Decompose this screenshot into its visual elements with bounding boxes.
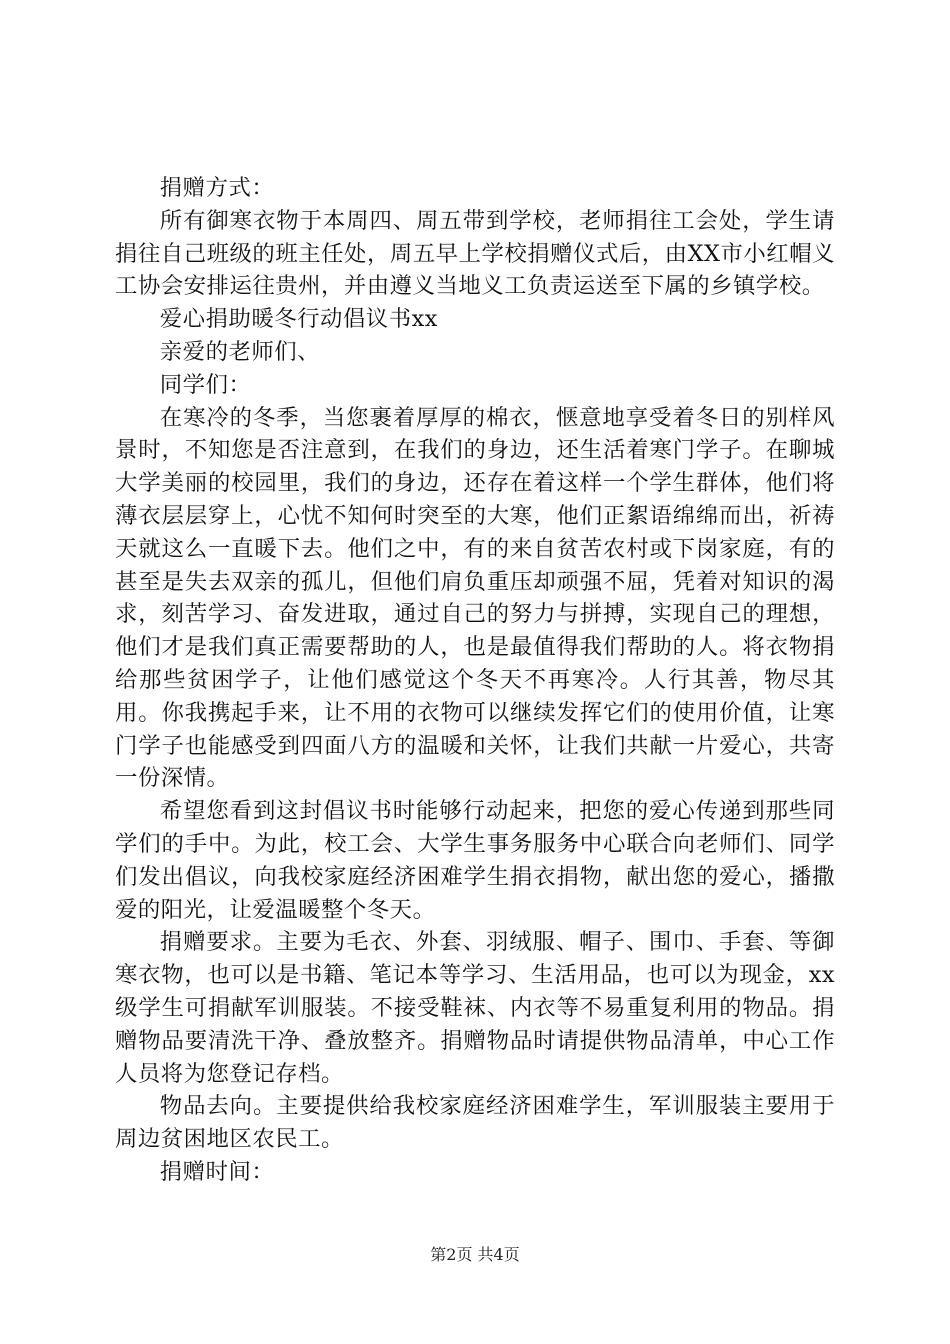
proposal-title: 爱心捐助暖冬行动倡议书xx xyxy=(159,306,438,333)
page-number-footer: 第2页 共4页 xyxy=(430,1245,520,1264)
salutation-students: 同学们： xyxy=(159,371,252,398)
paragraph-background: 在寒冷的冬季，当您裹着厚厚的棉衣，惬意地享受着冬日的别样风景时，不知您是否注意到，在我们的身边，还生活着寒门学子。在聊城大学美丽的校园里，我们的身边，还存在着这样一个学生群体，他们将薄衣层层穿上，心忧不知何时突至的大寒，他们正絮语绵绵而出，祈祷天就这么一直暖下去。他们之中，有的来自贫苦农村或下岗家庭，有的甚至是失去双亲的孤儿，但他们肩负重压却顽强不屈，凭着对知识的渴求，刻苦学习、奋发进取，通过自己的努力与拼搏，实现自己的理想，他们才是我们真正需要帮助的人，也是最值得我们帮助的人。将衣物捐给那些贫困学子，让他们感觉这个冬天不再寒冷。人行其善，物尽其用。你我携起手来，让不用的衣物可以继续发挥它们的使用价值，让寒门学子也能感受到四面八方的温暖和关怀，让我们共献一片爱心，共寄一份深情。 xyxy=(115,404,835,792)
paragraph-donation-method: 所有御寒衣物于本周四、周五带到学校，老师捐往工会处，学生请捐往自己班级的班主任处，周五早上学校捐赠仪式后，由XX市小红帽义工协会安排运往贵州，并由遵义当地义工负责运送至下属的乡镇学校。 xyxy=(115,207,835,300)
heading-donation-time: 捐赠时间： xyxy=(159,1158,275,1185)
heading-donation-method: 捐赠方式： xyxy=(159,175,275,201)
document-body xyxy=(115,172,835,1189)
salutation-teachers: 亲爱的老师们、 xyxy=(159,338,321,365)
paragraph-appeal: 希望您看到这封倡议书时能够行动起来，把您的爱心传递到那些同学们的手中。为此，校工会、大学生事务服务中心联合向老师们、同学们发出倡议，向我校家庭经济困难学生捐衣捐物，献出您的爱心，播撒爱的阳光，让爱温暖整个冬天。 xyxy=(115,798,835,923)
paragraph-requirements: 捐赠要求。主要为毛衣、外套、羽绒服、帽子、围巾、手套、等御寒衣物，也可以是书籍、笔记本等学习、生活用品，也可以为现金，xx级学生可捐献军训服装。不接受鞋袜、内衣等不易重复利用的物品。捐赠物品要清洗干净、叠放整齐。捐赠物品时请提供物品清单，中心工作人员将为您登记存档。 xyxy=(115,929,835,1087)
paragraph-destination: 物品去向。主要提供给我校家庭经济困难学生，军训服装主要用于周边贫困地区农民工。 xyxy=(115,1093,835,1153)
